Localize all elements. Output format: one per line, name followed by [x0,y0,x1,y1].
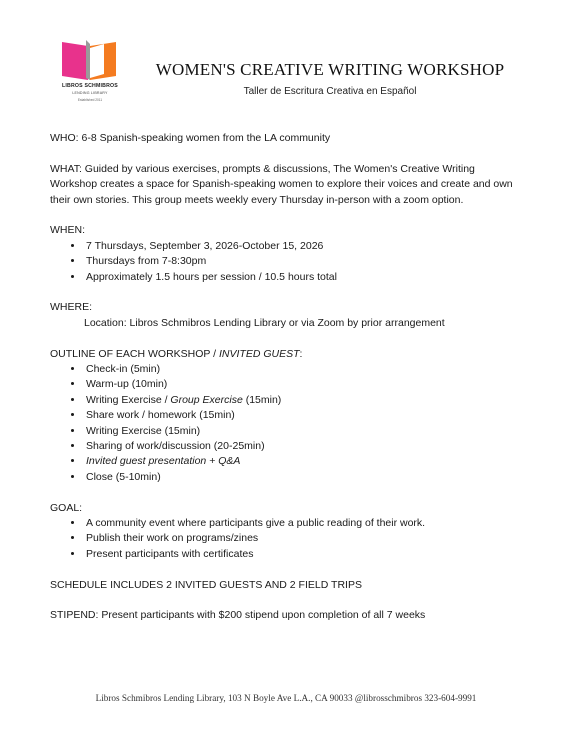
when-list [50,239,520,285]
goal-heading: GOAL: [50,501,83,514]
list-item: • Writing Exercise / Group Exercise (15min) [84,393,520,408]
list-item: • Close (5-10min) [84,470,520,485]
list-item: • A community event where participants give a public reading of their work. [84,516,520,531]
who-section: WHO: 6-8 Spanish-speaking women from the LA community [50,132,331,144]
list-item: • Writing Exercise (15min) [84,424,520,439]
what-section: WHAT: Guided by various exercises, prompts & discussions, The Women's Creative Writing Workshop creates a space for Spanish-speaking women to explore their voices and create and own their own stories. This group meets weekly every Thursday in-person with a zoom option. [50,162,513,206]
logo-subtitle: LENDING LIBRARY [72,91,108,95]
schedule-section: SCHEDULE INCLUDES 2 INVITED GUESTS AND 2 FIELD TRIPS [50,578,362,591]
list-item: • Sharing of work/discussion (20-25min) [84,439,520,454]
logo-name: LIBROS SCHMIBROS [62,83,118,89]
page-subtitle: Taller de Escritura Creativa en Español [243,86,417,97]
list-item: • Check-in (5min) [84,362,520,377]
outline-heading: OUTLINE OF EACH WORKSHOP / INVITED GUEST: [50,347,303,360]
list-item: • Publish their work on programs/zines [84,531,520,546]
where-heading: WHERE: [50,301,92,314]
list-item: • Warm-up (10min) [84,377,520,392]
when-heading: WHEN: [50,224,85,237]
where-location: Location: Libros Schmibros Lending Library or via Zoom by prior arrangement [84,316,445,329]
document-body [50,131,520,624]
goal-list [50,516,520,562]
list-item: • Thursdays from 7-8:30pm [84,254,520,269]
list-item: • 7 Thursdays, September 3, 2026-October 15, 2026 [84,239,520,254]
list-item: • Approximately 1.5 hours per session / 10.5 hours total [84,270,520,285]
logo-tagline: Established 2011 [77,98,103,102]
list-item: • Share work / homework (15min) [84,408,520,423]
outline-list [50,362,520,485]
footer-contact: Libros Schmibros Lending Library, 103 N Boyle Ave L.A., CA 90033 @librosschmibros 323-604-9991 [95,693,477,703]
list-item: • Present participants with certificates [84,547,520,562]
list-item: • Invited guest presentation + Q&A [84,454,520,469]
stipend-section: STIPEND: Present participants with $200 stipend upon completion of all 7 weeks [50,609,426,622]
page-title: WOMEN'S CREATIVE WRITING WORKSHOP [155,60,505,79]
